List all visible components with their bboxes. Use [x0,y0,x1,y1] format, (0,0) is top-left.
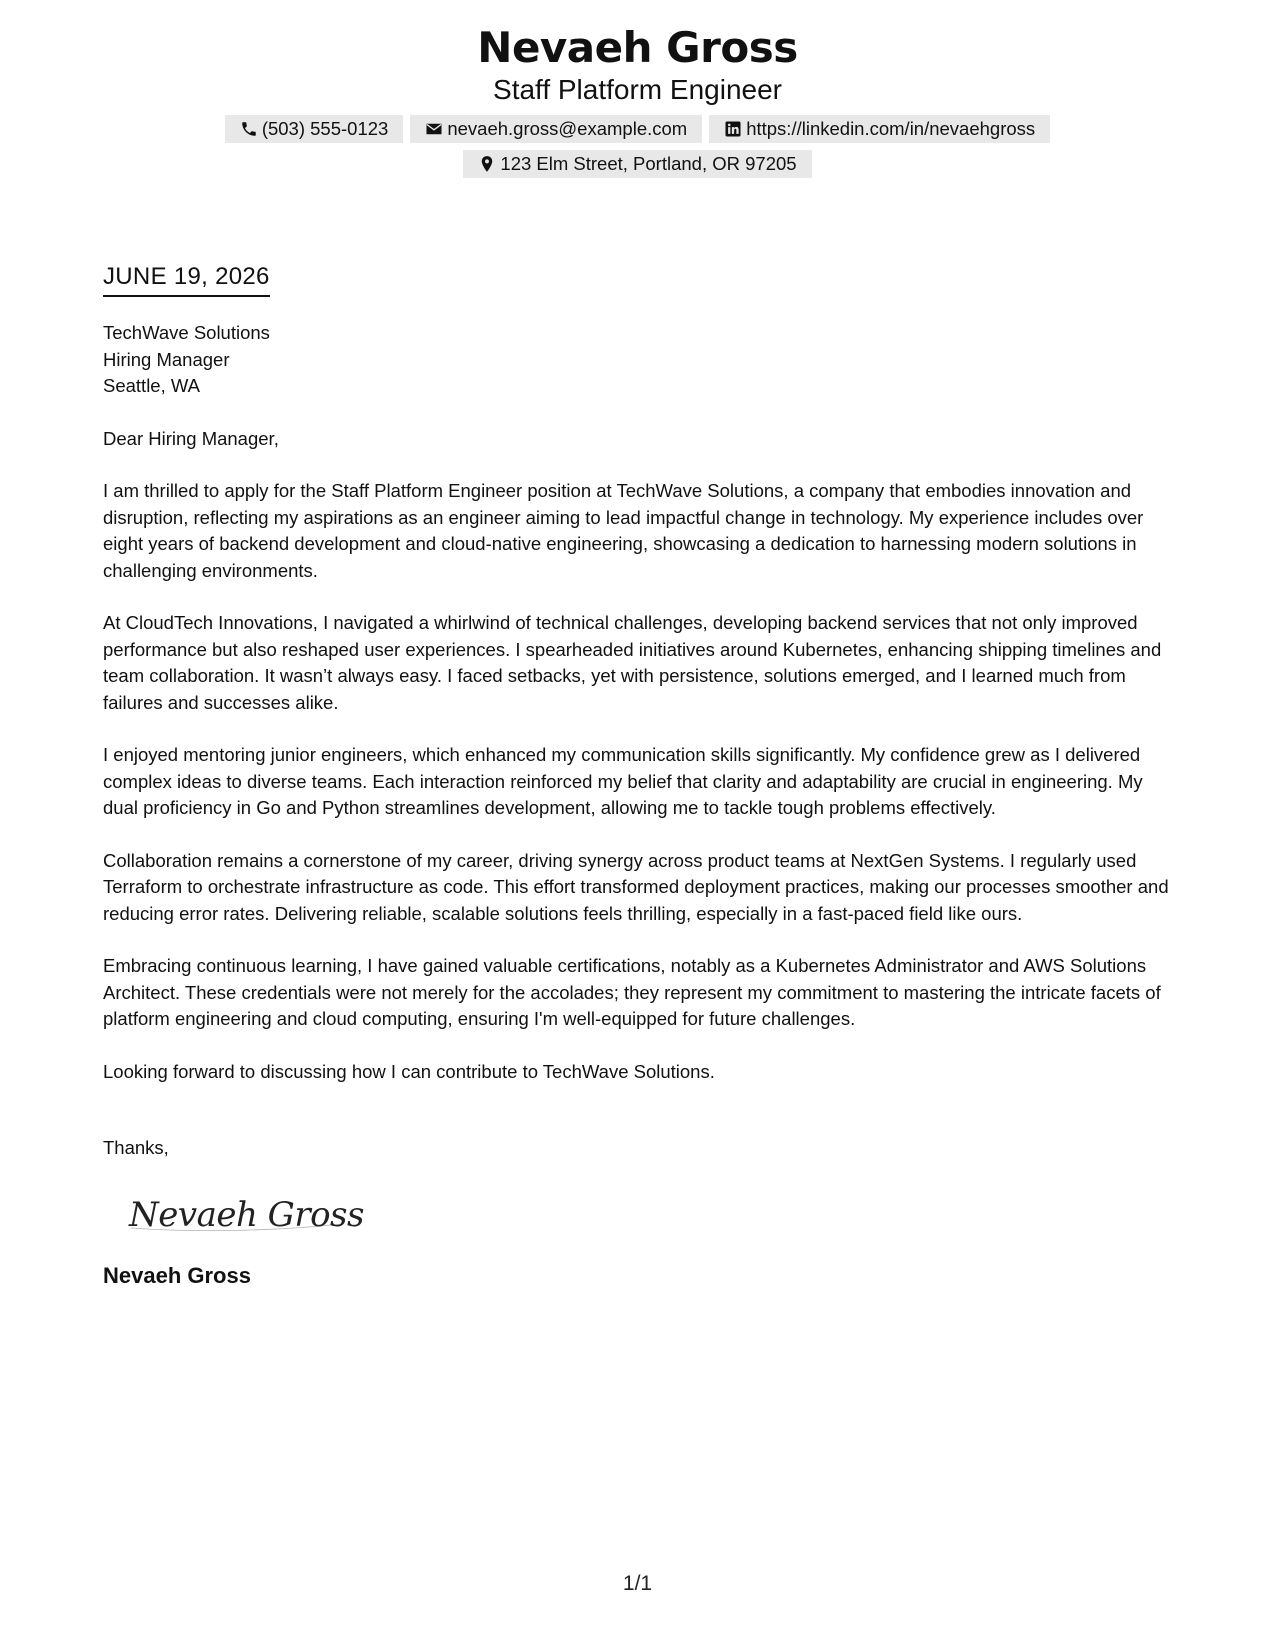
phone-icon [240,120,258,138]
phone-chip[interactable] [225,115,404,143]
closing: Thanks, [103,1137,169,1158]
paragraph: Embracing continuous learning, I have gained valuable certifications, notably as a Kubernetes Administrator and AWS Solutions Architect. These credentials were not merely for the accolades; they represent my commitment to mastering the intricate facets of platform engineering and cloud computing, ensuring I'm well-equipped for future challenges. [103,955,1161,1029]
email-text: nevaeh.gross@example.com [447,118,688,139]
signature-image [127,1188,1178,1240]
job-title: Staff Platform Engineer [493,74,782,105]
envelope-icon [425,120,443,138]
recipient-location: Seattle, WA [103,375,200,396]
paragraph: At CloudTech Innovations, I navigated a whirlwind of technical challenges, developing backend services that not only improved performance but also reshaped user experiences. I spearheaded initiatives around Kubernetes, enhancing shipping timelines and team collaboration. It wasn’t always easy. I faced setbacks, yet with persistence, solutions emerged, and I learned much from failures and successes alike. [103,612,1162,713]
email-chip[interactable] [410,115,702,143]
svg-text:Nevaeh Gross: Nevaeh Gross [129,1194,364,1235]
paragraph: Looking forward to discussing how I can contribute to TechWave Solutions. [103,1060,715,1082]
linkedin-chip[interactable] [709,115,1050,143]
address-chip[interactable] [463,150,811,178]
signer-name: Nevaeh Gross [103,1262,251,1288]
phone-text: (503) 555-0123 [261,118,389,139]
paragraph: I am thrilled to apply for the Staff Platform Engineer position at TechWave Solutions, a company that embodies innovation and disruption, reflecting my aspirations as an engineer aiming to lead impactful change in technology. My experience includes over eight years of backend development and cloud-native engineering, showcasing a dedication to harnessing modern solutions in challenging environments. [103,480,1144,581]
linkedin-icon [724,120,742,138]
address-text: 123 Elm Street, Portland, OR 97205 [500,153,797,174]
paragraph: I enjoyed mentoring junior engineers, which enhanced my communication skills significantly. My confidence grew as I delivered complex ideas to diverse teams. Each interaction reinforced my belief that clarity and adaptability are crucial in engineering. My dual proficiency in Go and Python streamlines development, allowing me to tackle tough problems effectively. [103,744,1143,818]
letter-date: JUNE 19, 2026 [103,262,270,297]
recipient-company: TechWave Solutions [103,322,270,343]
page-indicator: 1/1 [622,1572,653,1595]
linkedin-text: https://linkedin.com/in/nevaehgross [746,118,1036,139]
recipient-block [103,320,1178,400]
contact-row [0,115,1275,143]
handwritten-signature [127,1188,367,1240]
letter-header [0,22,1275,178]
recipient-role: Hiring Manager [103,348,230,370]
paragraph: Collaboration remains a cornerstone of my career, driving synergy across product teams at NextGen Systems. I regularly used Terraform to orchestrate infrastructure as code. This effort transformed deployment practices, making our processes smoother and reducing error rates. Delivering reliable, scalable solutions feels thrilling, especially in a fast-paced field like ours. [103,849,1169,924]
map-pin-icon [478,155,496,173]
address-row [0,150,1275,178]
salutation: Dear Hiring Manager, [103,427,279,449]
letter-body [103,320,1178,1290]
applicant-name: Nevaeh Gross [477,23,798,72]
